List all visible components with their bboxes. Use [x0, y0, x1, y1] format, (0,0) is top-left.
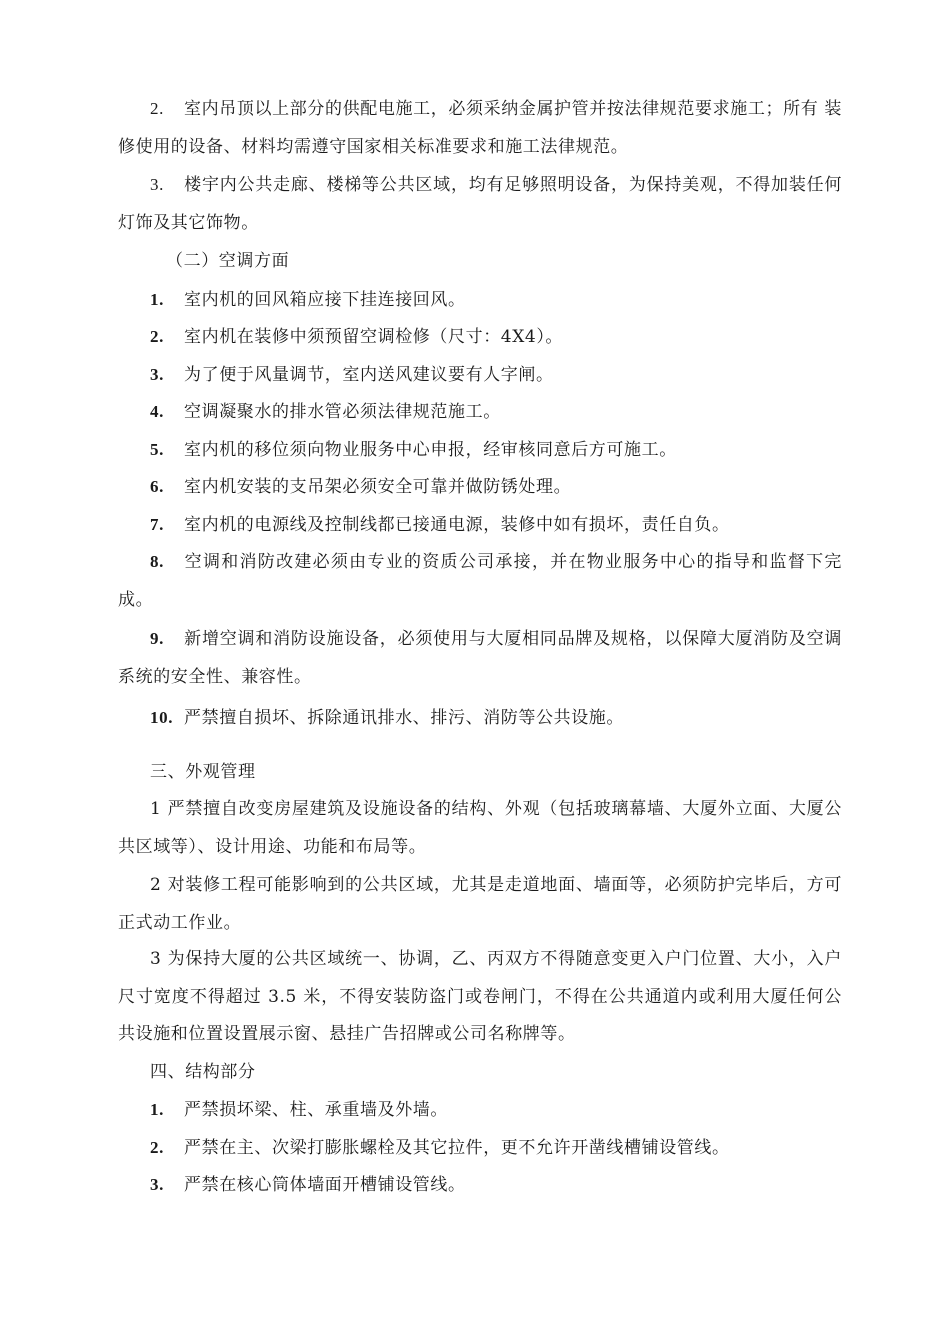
appearance-paragraph-1: 1 严禁擅自改变房屋建筑及设施设备的结构、外观（包括玻璃幕墙、大厦外立面、大厦公共区域等）、设计用途、功能和布局等。	[118, 799, 842, 857]
item-text: 室内机的移位须向物业服务中心申报，经审核同意后方可施工。	[184, 440, 677, 460]
item-text: 为了便于风量调节，室内送风建议要有人字闸。	[184, 365, 554, 385]
item-text: 室内机安装的支吊架必须安全可靠并做防锈处理。	[184, 477, 572, 497]
item-text: 室内机的电源线及控制线都已接通电源，装修中如有损坏，责任自负。	[184, 515, 730, 535]
aircon-item-6	[150, 468, 842, 507]
aircon-item-5	[150, 431, 842, 470]
item-number: 6.	[150, 477, 164, 496]
appearance-paragraph-2: 2 对装修工程可能影响到的公共区域，尤其是走道地面、墙面等，必须防护完毕后，方可正式动工作业。	[118, 875, 842, 933]
aircon-item-8	[118, 543, 842, 619]
item-number: 3.	[150, 175, 164, 194]
structure-item-1	[150, 1091, 842, 1130]
item-number: 2.	[150, 99, 164, 118]
item-text: 空调和消防改建必须由专业的资质公司承接，并在物业服务中心的指导和监督下完成。	[118, 552, 842, 610]
structure-heading: 四、结构部分	[150, 1062, 256, 1082]
aircon-item-10	[150, 699, 842, 738]
item-number: 1.	[150, 1100, 164, 1119]
item-number: 7.	[150, 515, 164, 534]
electric-item-3	[118, 166, 842, 242]
item-text: 楼宇内公共走廊、楼梯等公共区域，均有足够照明设备，为保持美观，不得加装任何灯饰及其它饰物。	[118, 175, 842, 233]
appearance-paragraph-3: 3 为保持大厦的公共区域统一、协调，乙、丙双方不得随意变更入户门位置、大小，入户尺寸宽度不得超过 3.5 米，不得安装防盗门或卷闸门，不得在公共通道内或利用大厦任何公共设施和位置设置展示窗、悬挂广告招牌或公司名称牌等。	[118, 949, 842, 1044]
aircon-item-3	[150, 356, 842, 395]
item-number: 4.	[150, 402, 164, 421]
item-number: 2.	[150, 1138, 164, 1157]
item-text: 严禁擅自损坏、拆除通讯排水、排污、消防等公共设施。	[184, 708, 624, 728]
appearance-heading: 三、外观管理	[150, 762, 256, 782]
item-text: 严禁在主、次梁打膨胀螺栓及其它拉件，更不允许开凿线槽铺设管线。	[184, 1138, 730, 1158]
item-text: 室内吊顶以上部分的供配电施工，必须采纳金属护管并按法律规范要求施工；所有 装修使用的设备、材料均需遵守国家相关标准要求和施工法律规范。	[118, 99, 842, 157]
item-number: 8.	[150, 552, 164, 571]
item-number: 3.	[150, 365, 164, 384]
item-number: 2.	[150, 327, 164, 346]
structure-item-3	[150, 1166, 842, 1205]
aircon-item-1	[150, 281, 842, 320]
item-number: 5.	[150, 440, 164, 459]
item-text: 室内机在装修中须预留空调检修（尺寸：4X4）。	[184, 327, 564, 347]
aircon-item-9	[118, 620, 842, 696]
electric-item-2	[118, 90, 842, 166]
item-number: 10.	[150, 708, 174, 727]
item-text: 严禁在核心筒体墙面开槽铺设管线。	[184, 1175, 466, 1195]
item-number: 3.	[150, 1175, 164, 1194]
aircon-item-4	[150, 393, 842, 432]
item-text: 室内机的回风箱应接下挂连接回风。	[184, 290, 466, 310]
item-text: 新增空调和消防设施设备，必须使用与大厦相同品牌及规格，以保障大厦消防及空调系统的安全性、兼容性。	[118, 629, 842, 687]
item-number: 9.	[150, 629, 164, 648]
item-text: 空调凝聚水的排水管必须法律规范施工。	[184, 402, 501, 422]
aircon-item-2	[150, 318, 842, 357]
item-text: 严禁损坏梁、柱、承重墙及外墙。	[184, 1100, 448, 1120]
aircon-heading: （二）空调方面	[166, 251, 290, 271]
structure-item-2	[150, 1129, 842, 1168]
aircon-item-7	[150, 506, 842, 545]
item-number: 1.	[150, 290, 164, 309]
